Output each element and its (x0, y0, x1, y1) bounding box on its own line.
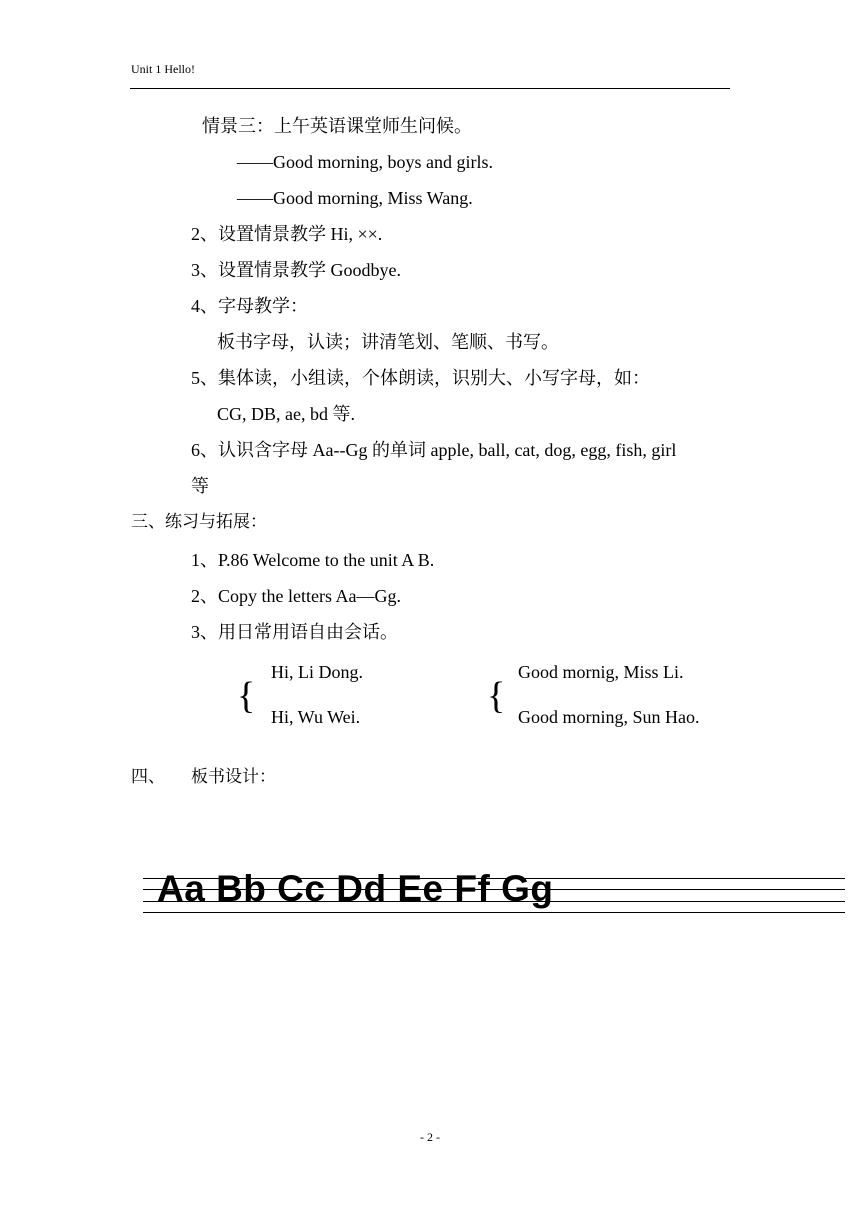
step-5-detail: CG, DB, ae, bd 等. (217, 404, 355, 424)
dialog-line-1: ——Good morning, boys and girls. (237, 152, 493, 172)
step-2: 2、设置情景教学 Hi, ××. (191, 224, 383, 244)
left-brace: { (237, 675, 256, 717)
practice-item-2: 2、Copy the letters Aa—Gg. (191, 586, 401, 606)
scene-3-title: 情景三：上午英语课堂师生问候。 (202, 116, 472, 136)
step-4: 4、字母教学： (191, 296, 308, 316)
section-4-number: 四、 (131, 767, 165, 787)
section-3-heading: 三、练习与拓展： (131, 512, 267, 532)
practice-item-3: 3、用日常用语自由会话。 (191, 622, 398, 642)
header-rule (130, 88, 730, 89)
page-header: Unit 1 Hello! (131, 62, 195, 76)
step-5: 5、集体读，小组读，个体朗读，识别大、小写字母，如： (191, 368, 650, 388)
step-3: 3、设置情景教学 Goodbye. (191, 260, 401, 280)
section-4-label: 板书设计： (191, 767, 276, 787)
dialog-left-line-2: Hi, Wu Wei. (271, 707, 361, 727)
step-6: 6、认识含字母 Aa--Gg 的单词 apple, ball, cat, dog, egg, fish, girl (191, 440, 677, 460)
page-number: - 2 - (420, 1130, 440, 1144)
practice-item-1: 1、P.86 Welcome to the unit A B. (191, 550, 435, 570)
dialog-line-2: ——Good morning, Miss Wang. (237, 188, 473, 208)
step-6-continued: 等 (191, 476, 209, 496)
dialog-left-line-1: Hi, Li Dong. (271, 662, 363, 682)
dialog-right-line-1: Good mornig, Miss Li. (518, 662, 684, 682)
dialog-right-line-2: Good morning, Sun Hao. (518, 707, 700, 727)
right-brace: { (487, 675, 506, 717)
step-4-detail: 板书字母，认读；讲清笔划、笔顺、书写。 (217, 332, 559, 352)
board-letters: Aa Bb Cc Dd Ee Ff Gg (157, 868, 554, 909)
